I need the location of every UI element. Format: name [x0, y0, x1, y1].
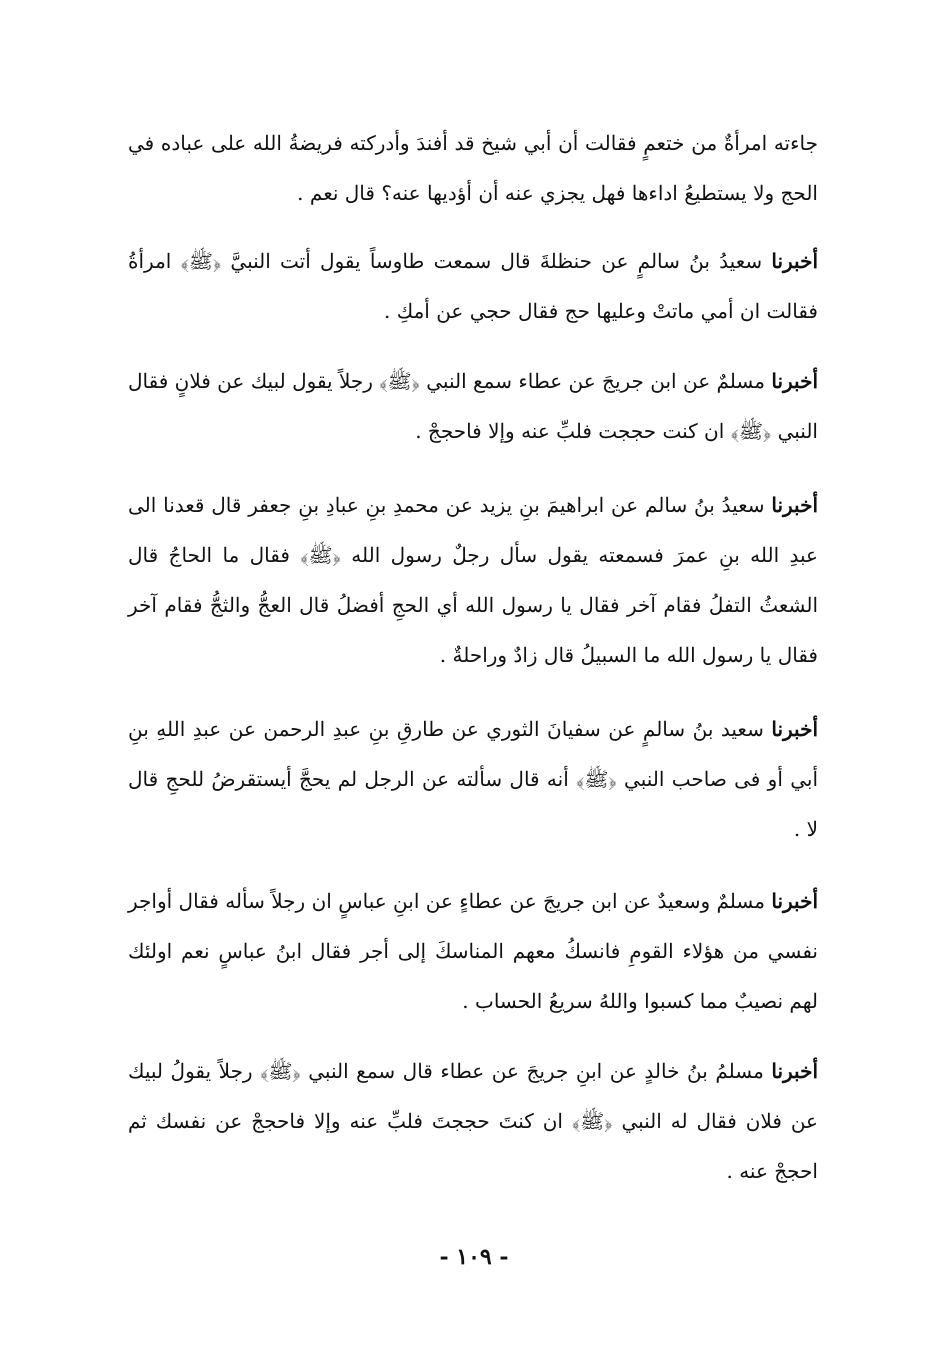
page-number: - ١٠٩ - — [439, 1244, 509, 1270]
hadith-paragraph — [128, 1046, 818, 1196]
hadith-paragraph — [128, 704, 818, 854]
paragraph-text: سعيدُ بنُ سالمٍ عن حنظلةَ قال سمعت طاوساً يقول أتت النبيَّ ﴿ﷺ﴾ امرأةُ فقالت ان أمي ماتتْ وعليها حج فقال حجي عن أمكِ . — [128, 249, 818, 323]
paragraph-lead: أخبرنا — [771, 369, 818, 393]
paragraph-text: مسلمٌ عن ابن جريجَ عن عطاء سمع النبي ﴿ﷺ﴾ رجلاً يقول لبيك عن فلانٍ فقال النبي ﴿ﷺ﴾ ان كنت حججت فلبِّ عنه وإلا فاحججْ . — [127, 369, 818, 443]
paragraph-lead: أخبرنا — [771, 889, 818, 913]
paragraph-text: سعيدُ بنُ سالم عن ابراهيمَ بنِ يزيد عن محمدِ بنِ عبادِ بنِ جعفر قال قعدنا الى عبدِ الله بنِ عمرَ فسمعته يقول سأل رجلٌ رسول الله ﴿ﷺ﴾ فقال ما الحاجُ قال الشعثُ التفلُ فقام آخر فقال يا رسول الله أي الحجِ أفضلُ قال العجُّ والثجُّ فقام آخر فقال يا رسول الله ما السبيلُ قال زادٌ وراحلةٌ . — [128, 493, 818, 667]
paragraph-lead: أخبرنا — [771, 249, 819, 273]
paragraph-lead: أخبرنا — [771, 1059, 819, 1083]
paragraph-continuation — [128, 118, 818, 218]
paragraph-lead: أخبرنا — [771, 493, 819, 517]
paragraph-text: مسلمُ بنُ خالدٍ عن ابنِ جريجَ عن عطاء قال سمع النبي ﴿ﷺ﴾ رجلاً يقولُ لبيك عن فلان فقال له النبي ﴿ﷺ﴾ ان كنتَ حججتَ فلبِّ عنه وإلا فاحججْ عن نفسك ثم احججْ عنه . — [128, 1059, 818, 1183]
paragraph-text: سعيد بنُ سالمٍ عن سفيانَ الثوري عن طارقِ بنِ عبدِ الرحمن عن عبدِ اللهِ بنِ أبي أو فى صاحب النبي ﴿ﷺ﴾ أنه قال سألته عن الرجل لم يحجَّ أيستقرضُ للحجِ قال لا . — [128, 717, 818, 841]
paragraph-lead: أخبرنا — [771, 717, 818, 741]
hadith-paragraph — [128, 480, 818, 680]
hadith-paragraph — [128, 236, 818, 336]
paragraph-text: مسلمٌ وسعيدٌ عن ابن جريجَ عن عطاءٍ عن ابنِ عباسٍ ان رجلاً سأله فقال أواجر نفسي من هؤلاء القومِ فانسكُ معهم المناسكَ إلى أجر فقال ابنُ عباسٍ نعم اولئك لهم نصيبٌ مما كسبوا واللهُ سريعُ الحساب . — [128, 889, 818, 1013]
hadith-paragraph — [128, 356, 818, 456]
paragraph-text: جاءته امرأةٌ من ختعمٍ فقالت أن أبي شيخ قد أفندَ وأدركته فريضةُ الله على عباده في الحج ولا يستطيعُ اداءها فهل يجزي عنه أن أؤديها عنه؟ قال نعم . — [128, 131, 818, 205]
hadith-paragraph — [128, 876, 818, 1026]
